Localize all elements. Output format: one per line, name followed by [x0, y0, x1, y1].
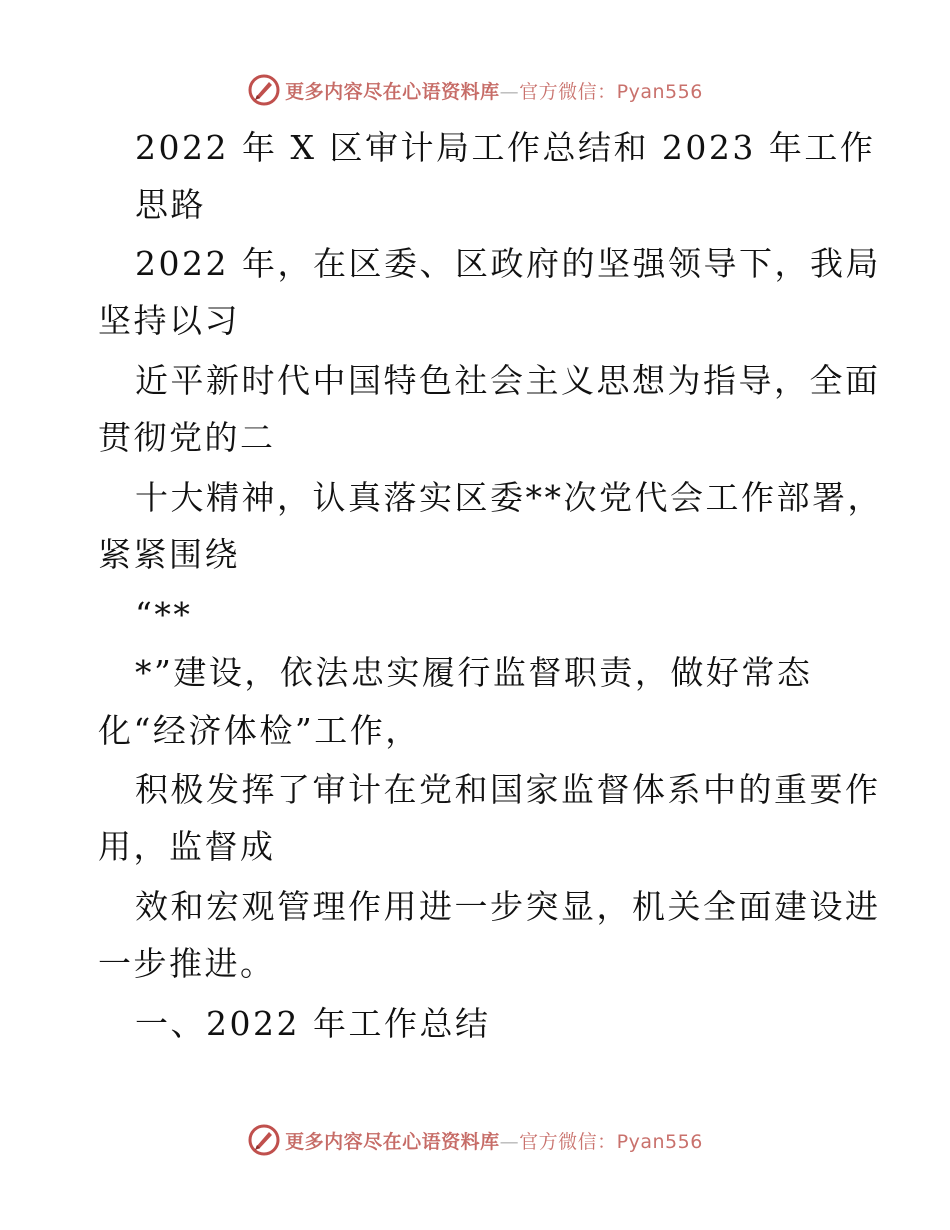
body-line: 积极发挥了审计在党和国家监督体系中的重要作 — [135, 770, 881, 809]
body-line: 近平新时代中国特色社会主义思想为指导，全面 — [135, 361, 881, 400]
document-title-line-2: 思路 — [135, 185, 206, 224]
body-line: 贯彻党的二 — [98, 418, 276, 457]
body-line: *”建设，依法忠实履行监督职责，做好常态 — [135, 653, 813, 692]
pen-logo-icon — [247, 73, 281, 107]
body-line: 用，监督成 — [98, 827, 276, 866]
body-line: 一步推进。 — [98, 944, 276, 983]
watermark-footer — [0, 1120, 950, 1160]
body-line: 紧紧围绕 — [98, 535, 240, 574]
watermark-brand: 更多内容尽在心语资料库 — [285, 80, 500, 103]
watermark-text — [285, 1127, 703, 1154]
body-line: “** — [135, 595, 193, 634]
body-line: 效和宏观管理作用进一步突显，机关全面建设进 — [135, 887, 881, 926]
body-line: 坚持以习 — [98, 301, 240, 340]
document-title-line-1: 2022 年 X 区审计局工作总结和 2023 年工作 — [135, 128, 876, 167]
body-line: 十大精神，认真落实区委**次党代会工作部署， — [135, 478, 883, 517]
watermark-brand: 更多内容尽在心语资料库 — [285, 1130, 500, 1153]
watermark-text — [285, 77, 703, 104]
body-line: 化“经济体检”工作， — [98, 711, 421, 750]
section-heading: 一、2022 年工作总结 — [135, 1004, 491, 1043]
watermark-dash: — — [499, 1130, 520, 1153]
watermark-dash: — — [499, 80, 520, 103]
watermark-contact: 官方微信：Pyan556 — [519, 1130, 703, 1153]
watermark-header — [0, 70, 950, 110]
pen-logo-icon — [247, 1123, 281, 1157]
watermark-contact: 官方微信：Pyan556 — [519, 80, 703, 103]
body-line: 2022 年，在区委、区政府的坚强领导下，我局 — [135, 244, 881, 283]
